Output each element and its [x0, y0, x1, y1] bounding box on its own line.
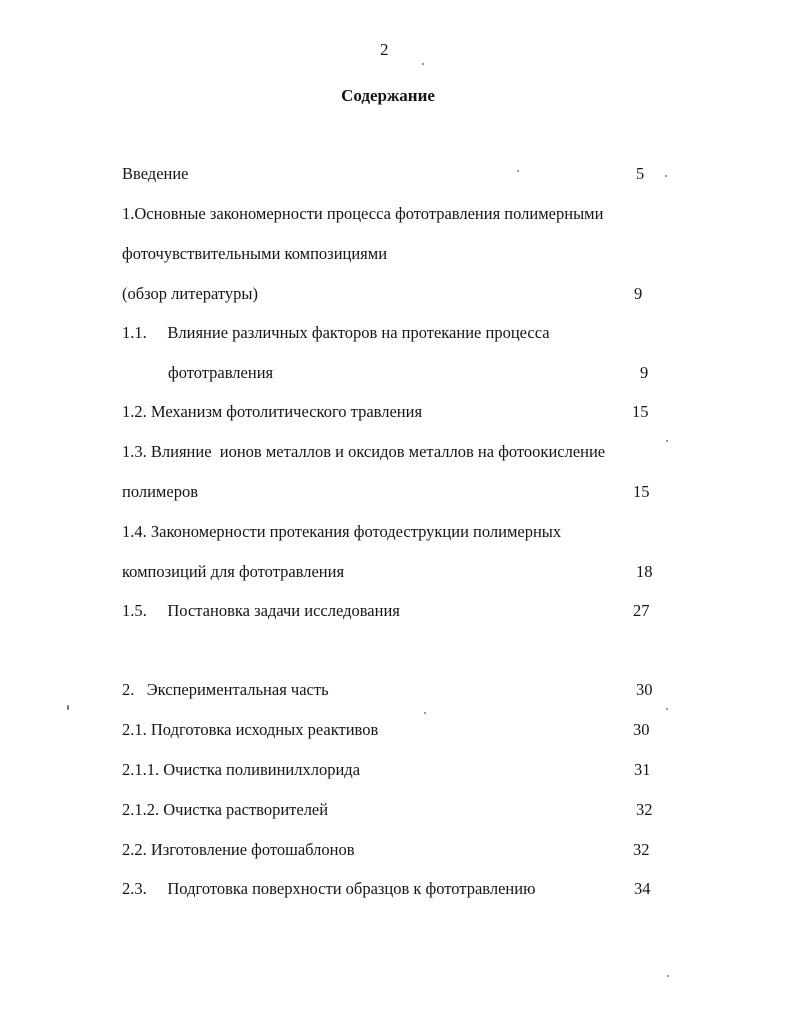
- scan-speck: [665, 175, 667, 177]
- page-title: Содержание: [341, 86, 435, 105]
- toc-entry-1-4-cont: композиций для фототравления: [122, 562, 345, 581]
- toc-page-chapter-1: 9: [634, 284, 643, 303]
- toc-page-1-3: 15: [633, 482, 650, 501]
- toc-entry-1-4: 1.4. Закономерности протекания фотодеструкции полимерных: [122, 522, 562, 541]
- toc-page-1-4: 18: [636, 562, 653, 581]
- toc-page-1-2: 15: [632, 402, 649, 421]
- toc-entry-chapter-1: 1.Основные закономерности процесса фототравления полимерными: [122, 204, 604, 223]
- scan-speck: [666, 708, 668, 710]
- toc-entry-chapter-2: 2. Экспериментальная часть: [122, 680, 329, 699]
- toc-page-2-1-2: 32: [636, 800, 653, 819]
- scan-speck: [422, 63, 424, 65]
- toc-entry-1-2: 1.2. Механизм фотолитического травления: [122, 402, 423, 421]
- scan-speck: [667, 975, 669, 977]
- toc-entry-chapter-1-cont2: (обзор литературы): [122, 284, 259, 303]
- toc-page-2-3: 34: [634, 879, 651, 898]
- scan-speck: [666, 440, 668, 442]
- toc-entry-1-1: 1.1. Влияние различных факторов на протекание процесса: [122, 323, 550, 342]
- toc-entry-intro: Введение: [122, 164, 189, 183]
- toc-entry-2-2: 2.2. Изготовление фотошаблонов: [122, 840, 355, 859]
- toc-entry-chapter-1-cont: фоточувствительными композициями: [122, 244, 388, 263]
- toc-entry-1-3-cont: полимеров: [122, 482, 198, 501]
- toc-page-2-1: 30: [633, 720, 650, 739]
- scan-speck: [424, 712, 426, 714]
- toc-entry-1-1-cont: фототравления: [168, 363, 274, 382]
- toc-entry-2-1-1: 2.1.1. Очистка поливинилхлорида: [122, 760, 361, 779]
- scan-speck: [67, 705, 69, 710]
- toc-page-intro: 5: [636, 164, 645, 183]
- scan-speck: [517, 170, 519, 172]
- toc-entry-2-1: 2.1. Подготовка исходных реактивов: [122, 720, 379, 739]
- toc-entry-1-5: 1.5. Постановка задачи исследования: [122, 601, 400, 620]
- toc-entry-2-1-2: 2.1.2. Очистка растворителей: [122, 800, 329, 819]
- toc-page-chapter-2: 30: [636, 680, 653, 699]
- toc-page-1-5: 27: [633, 601, 650, 620]
- toc-page-2-2: 32: [633, 840, 650, 859]
- toc-entry-1-3: 1.3. Влияние ионов металлов и оксидов металлов на фотоокисление: [122, 442, 606, 461]
- toc-entry-2-3: 2.3. Подготовка поверхности образцов к фототравлению: [122, 879, 536, 898]
- toc-page-2-1-1: 31: [634, 760, 651, 779]
- page-number: 2: [380, 40, 389, 59]
- toc-page-1-1: 9: [640, 363, 649, 382]
